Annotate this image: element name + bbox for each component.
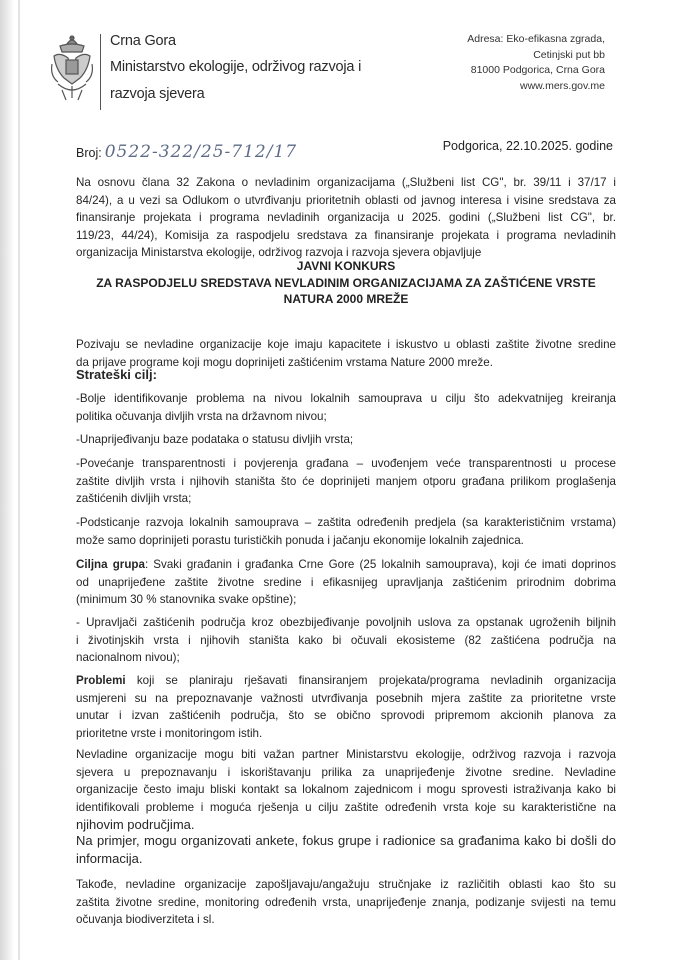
text-line: 84/24), a u vezi sa Odlukom o utvrđivanju prioritetnih oblasti od javnog interesa i visine sredstava za xyxy=(76,193,616,207)
text-line: Na primjer, mogu organizovati ankete, fokus grupe i radionice sa građanima kako bi došli do xyxy=(76,833,616,848)
text-line: prioritetne vrste i monitoringom istih. xyxy=(76,726,263,740)
text-line: informacija. xyxy=(76,850,143,866)
text-line xyxy=(76,672,616,690)
document-title xyxy=(76,258,616,308)
text-line: 119/23, 44/24), Komisija za raspodjelu sredstava za finansiranje projekata i programa nevladinih xyxy=(76,228,616,242)
target-group-label: Ciljna grupa xyxy=(76,558,145,571)
text-line: očuvanja biodiverziteta i sl. xyxy=(76,913,215,926)
text-line: unutar i izvan zaštićenih područja, što se obično sprovodi pripremom akcionih planova za xyxy=(76,709,616,722)
title-line: NATURA 2000 MREŽE xyxy=(283,292,409,306)
text-line: -Povećanje transparentnosti i povjerenja građana – uvođenjem veće transparentnosti u procese xyxy=(76,457,616,470)
partners-paragraph xyxy=(76,746,616,834)
text-line: politika očuvanja divljih vrsta na državnom nivou; xyxy=(76,409,327,423)
strategic-heading xyxy=(76,366,616,385)
handwritten-reference: 0522-322/25-712/17 xyxy=(104,142,298,162)
example-paragraph xyxy=(76,832,616,867)
intro-paragraph xyxy=(76,174,616,262)
text-span: koji se planiraju rješavati finansiranjem projekata/programa nevladinih organizacija xyxy=(125,674,616,687)
text-line: može samo doprinijeti porastu turističkih ponuda i jačanju ekonomije lokalnih zajednica. xyxy=(76,533,524,547)
text-line: organizacija Ministarstva ekologije, održivog razvoja i razvoja sjevera objavljuje xyxy=(76,246,482,259)
experts-paragraph xyxy=(76,876,616,929)
strategic-item xyxy=(76,514,616,549)
header-divider xyxy=(100,34,101,110)
coat-of-arms-icon xyxy=(50,34,94,104)
text-line: Na osnovu člana 32 Zakona o nevladinim organizacijama („Službeni list CG", br. 39/11 i 37/17 i xyxy=(76,176,616,189)
text-line: od unaprijeđene zaštite životne sredine i efikasnijeg upravljanja zaštićenim prirodnim dobrima xyxy=(76,575,616,589)
managers-paragraph xyxy=(76,614,616,667)
scan-edge-line xyxy=(18,0,20,960)
text-line: -Bolje identifikovanje problema na nivou lokalnih samouprava u cilju što adekvatnijeg kreiranja xyxy=(76,392,616,405)
text-line: usmjereni su na prepoznavanje važnosti utvrđivanja posebnih mjera zaštite za prioritetne vrste xyxy=(76,691,616,705)
text-line: zaštite divljih vrsta i njihovih staništa što će doprinijeti manjem otporu građana prilikom proglašenja xyxy=(76,474,616,488)
text-line: Takođe, nevladine organizacije zapošljavaju/angažuju stručnjake iz različitih oblasti kao što su xyxy=(76,878,616,891)
document-date: Podgorica, 22.10.2025. godine xyxy=(442,139,613,153)
country-name: Crna Gora xyxy=(110,33,176,49)
text-line xyxy=(76,556,616,574)
address-block xyxy=(467,32,605,94)
text-line: -Podsticanje razvoja lokalnih samouprava – zaštita određenih predjela (sa karakterističnim vrstama) xyxy=(76,516,616,529)
title-line: JAVNI KONKURS xyxy=(296,259,396,273)
text-line: sjevera u prepoznavanju i iskorištavanju prilika za unaprijeđenje životne sredine. Nevladine xyxy=(76,765,616,779)
text-line: - Upravljači zaštićenih područja kroz obezbijeđivanje povoljnih uslova za opstanak ugroženih biljnih xyxy=(76,616,616,629)
ministry-name-line1: Ministarstvo ekologije, održivog razvoja i xyxy=(110,59,362,75)
text-line: i životinjskih vrsta i njihovih staništa kako bi očuvali ekosisteme (82 zaštićena područja na xyxy=(76,633,616,647)
text-line: identifikovali probleme i moguća rješenja u cilju zaštite određenih vrsta koje su karakteristične na xyxy=(76,800,616,814)
reference-label: Broj: xyxy=(76,146,102,160)
strategic-item xyxy=(76,431,616,449)
address-line: Cetinjski put bb xyxy=(533,48,605,61)
section-heading: Strateški cilj: xyxy=(76,367,157,382)
text-line: njihovim područjima. xyxy=(76,817,195,832)
website-link[interactable]: www.mers.gov.me xyxy=(520,79,605,92)
address-line: 81000 Podgorica, Crna Gora xyxy=(470,64,605,76)
text-line: nacionalnom nivou); xyxy=(76,651,180,664)
text-line: -Unaprijeđivanju baze podataka o statusu divljih vrsta; xyxy=(76,433,354,446)
address-line: Adresa: Eko-efikasna zgrada, xyxy=(467,33,605,45)
text-line: organizacije često imaju bliski kontakt sa lokalnom zajednicom i mogu sprovesti istraživanja kako bi xyxy=(76,783,616,796)
target-group-paragraph xyxy=(76,556,616,609)
strategic-item xyxy=(76,390,616,425)
ministry-name-line2: razvoja sjevera xyxy=(110,86,205,102)
text-line: Pozivaju se nevladine organizacije koje imaju kapacitete i iskustvo u oblasti zaštite životne sredine xyxy=(76,338,616,351)
text-line: zaštita životne sredine, monitoring određenih vrsta, unaprijeđenje znanja, podizanje svijesti na temu xyxy=(76,895,616,909)
reference-number xyxy=(76,142,297,162)
text-line: zaštićenih divljih vrsta; xyxy=(76,492,192,505)
text-span: : Svaki građanin i građanka Crne Gore (25 lokalnih samouprava), koji će imati doprinos xyxy=(144,558,616,571)
problems-label: Problemi xyxy=(76,674,126,687)
text-line: (minimum 30 % stanovnika svake opštine); xyxy=(76,593,297,606)
scan-edge xyxy=(0,0,14,960)
text-line: da prijave programe koji mogu doprinijeti zaštićenim vrstama Nature 2000 mreže. xyxy=(76,355,493,369)
strategic-item xyxy=(76,455,616,508)
text-line: finansiranje projekata i programa nevladinih organizacija u 2025. godini („Službeni list CG", br. xyxy=(76,211,616,224)
text-line: Nevladine organizacije mogu biti važan partner Ministarstvu ekologije, održivog razvoja i razvoja xyxy=(76,748,616,761)
title-line: ZA RASPODJELU SREDSTAVA NEVLADINIM ORGANIZACIJAMA ZA ZAŠTIĆENE VRSTE xyxy=(96,275,596,290)
problems-paragraph xyxy=(76,672,616,742)
